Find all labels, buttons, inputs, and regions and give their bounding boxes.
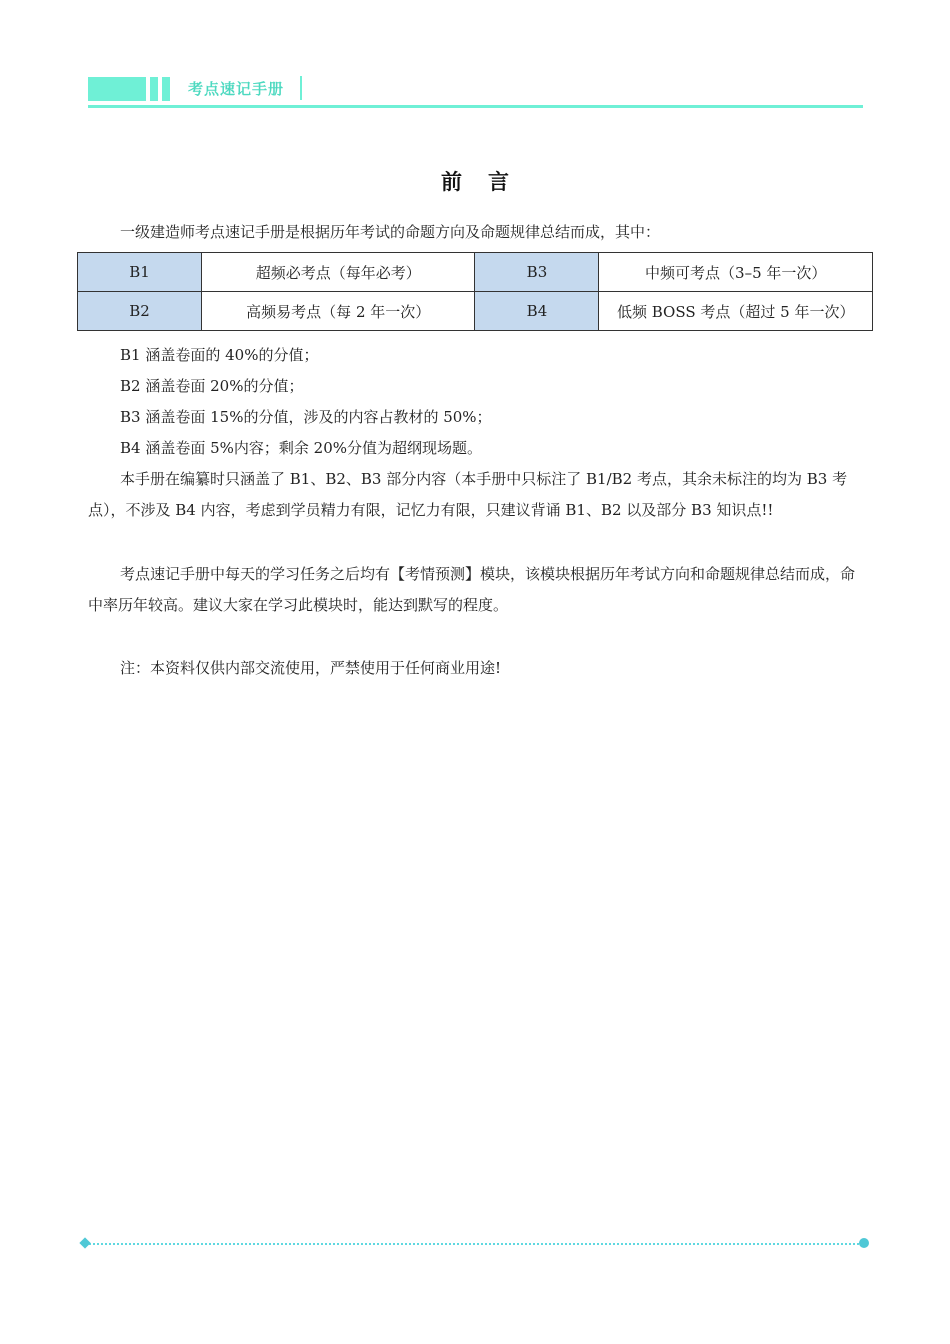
scope-paragraph: 本手册在编纂时只涵盖了 B1、B2、B3 部分内容（本手册中只标注了 B1/B2 考点，其余未标注的均为 B3 考点），不涉及 B4 内容，考虑到学员精力有限，记忆力有限，只建议背诵 B1、B2 以及部分 B3 知识点!! xyxy=(88,470,848,519)
header-separator xyxy=(300,76,302,100)
forecast-paragraph: 考点速记手册中每天的学习任务之后均有【考情预测】模块，该模块根据历年考试方向和命题规律总结而成，命中率历年较高。建议大家在学习此模块时，能达到默写的程度。 xyxy=(88,565,856,614)
level-desc-cell: 低频 BOSS 考点（超过 5 年一次） xyxy=(599,292,873,331)
header-decor-block xyxy=(88,77,146,101)
header-decor-bar xyxy=(150,77,158,101)
coverage-line: B1 涵盖卷面的 40%的分值； xyxy=(120,346,319,364)
coverage-line: B2 涵盖卷面 20%的分值； xyxy=(120,377,304,395)
intro-paragraph: 一级建造师考点速记手册是根据历年考试的命题方向及命题规律总结而成，其中： xyxy=(120,223,661,241)
coverage-line: B4 涵盖卷面 5%内容；剩余 20%分值为超纲现场题。 xyxy=(120,439,483,457)
level-code-cell: B4 xyxy=(475,292,599,331)
table-row xyxy=(78,253,873,292)
level-desc-cell: 超频必考点（每年必考） xyxy=(201,253,475,292)
frequency-level-table xyxy=(77,252,873,331)
level-desc-cell: 中频可考点（3–5 年一次） xyxy=(599,253,873,292)
page-title: 前言 xyxy=(441,170,535,194)
header-rule xyxy=(88,105,863,108)
level-code-cell: B2 xyxy=(78,292,202,331)
table-row xyxy=(78,292,873,331)
level-code-cell: B1 xyxy=(78,253,202,292)
footer-dotted-rule xyxy=(86,1243,862,1247)
coverage-line: B3 涵盖卷面 15%的分值，涉及的内容占教材的 50%； xyxy=(120,408,492,426)
level-code-cell: B3 xyxy=(475,253,599,292)
disclaimer-note: 注：本资料仅供内部交流使用，严禁使用于任何商业用途! xyxy=(120,659,502,677)
header-title: 考点速记手册 xyxy=(188,80,285,98)
header-decor-bar xyxy=(162,77,170,101)
page-header xyxy=(88,74,863,110)
footer-dot-ornament xyxy=(859,1238,869,1248)
level-desc-cell: 高频易考点（每 2 年一次） xyxy=(201,292,475,331)
